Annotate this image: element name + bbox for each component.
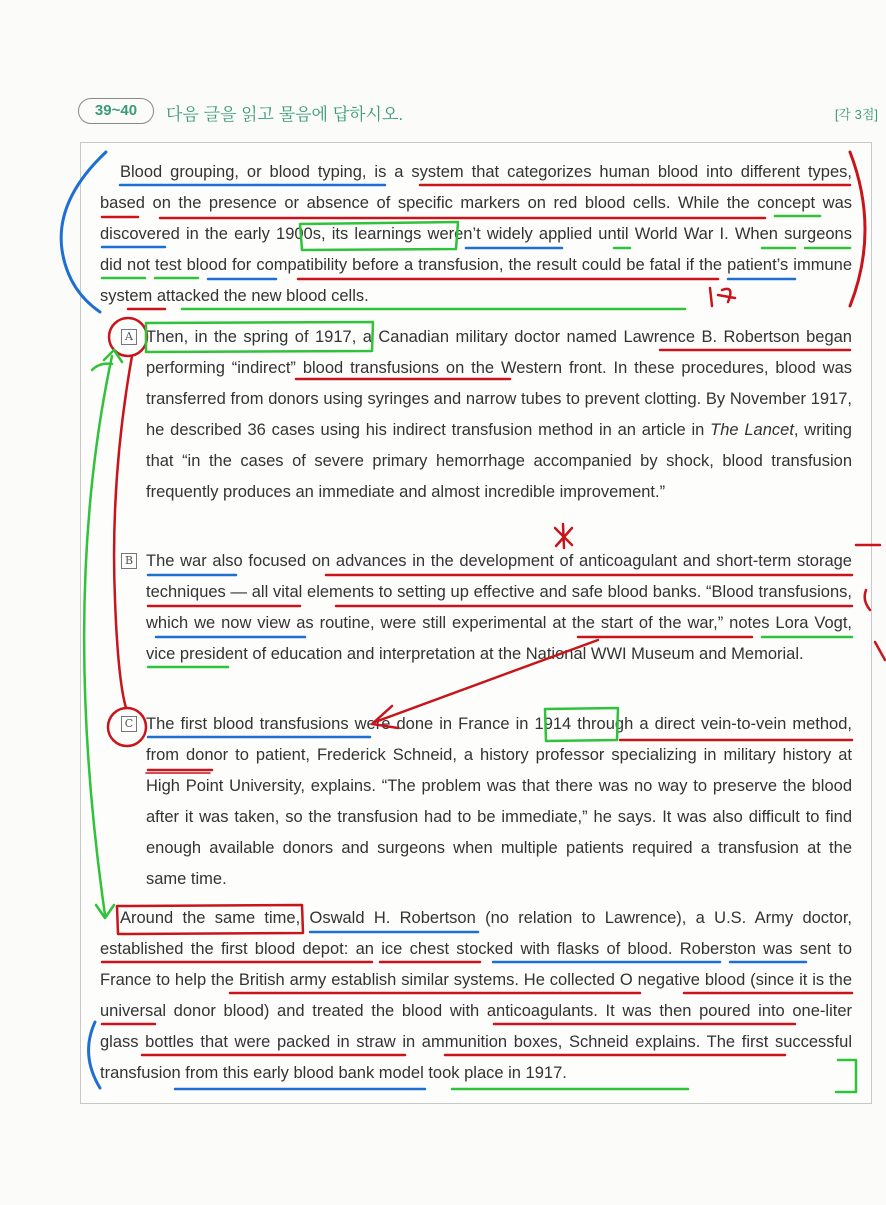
intro-text: Blood grouping, or blood typing, is a system that categorizes human blood into different types, based on the presence or absence of specific markers on red blood cells. While the concept was discovered in the early 1900s, its learnings weren’t widely applied until World War I. When surgeons did not test blood for compatibility before a transfusion, the result could be fatal if the patient’s immune system attacked the new blood cells.	[100, 163, 852, 305]
paragraph-c-text: The first blood transfusions were done in France in 1914 through a direct vein-to-vein method, from donor to patient, Frederick Schneid, a history professor specializing in military history at High Point University, explains. “The problem was that there was no way to preserve the blood after it was taken, so the transfusion had to be immediate,” he says. It was also difficult to find enough available donors and surgeons when multiple patients required a transfusion at the same time.	[146, 715, 852, 888]
journal-title: The Lancet	[710, 421, 794, 439]
paragraph-c	[146, 709, 852, 895]
question-number: 39~40	[78, 98, 154, 124]
points-label: [각 3점]	[834, 107, 878, 122]
final-paragraph	[100, 903, 852, 1089]
label-c-box: C	[121, 716, 137, 732]
label-a-box: A	[121, 329, 137, 345]
paragraph-a-text-2: , writing that “in the cases of severe primary hemorrhage accompanied by shock, blood transfusion frequently produces an immediate and almost incredible improvement.”	[146, 421, 852, 501]
paragraph-a	[146, 322, 852, 508]
paragraph-b	[146, 546, 852, 670]
question-header	[78, 96, 878, 130]
paragraph-b-text: The war also focused on advances in the development of anticoagulant and short-term storage techniques — all vital elements to setting up effective and safe blood banks. “Blood transfusions, which we now view as routine, were still experimental at the start of the war,” notes Lora Vogt, vice president of education and interpretation at the National WWI Museum and Memorial.	[146, 552, 852, 663]
intro-paragraph	[100, 157, 852, 312]
final-text: Around the same time, Oswald H. Robertson (no relation to Lawrence), a U.S. Army doctor, established the first blood depot: an ice chest stocked with flasks of blood. Roberston was sent to France to help the British army establish similar systems. He collected O negative blood (since it is the universal donor blood) and treated the blood with anticoagulants. It was then poured into one-liter glass bottles that were packed in straw in ammunition boxes, Schneid explains. The first successful transfusion from this early blood bank model took place in 1917.	[100, 909, 852, 1082]
label-b-box: B	[121, 553, 137, 569]
paragraph-a-text-1: Then, in the spring of 1917, a Canadian military doctor named Lawrence B. Robertson began performing “indirect” blood transfusions on the Western front. In these procedures, blood was transferred from donors using syringes and narrow tubes to prevent clotting. By November 1917, he described 36 cases using his indirect transfusion method in an article in	[146, 328, 852, 439]
instruction-text: 다음 글을 읽고 물음에 답하시오.	[166, 105, 404, 124]
